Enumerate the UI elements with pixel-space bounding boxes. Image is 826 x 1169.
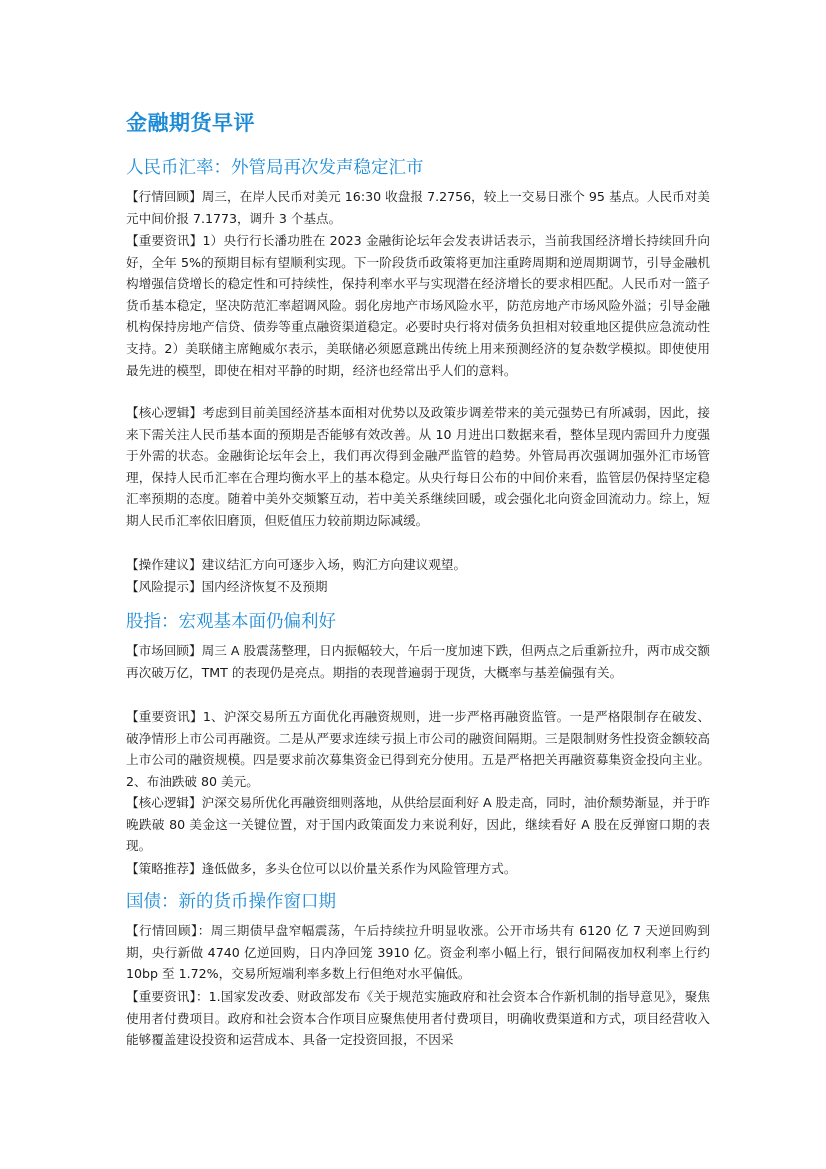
paragraph-tag: 【核心逻辑】 <box>126 405 203 420</box>
paragraph-tag: 【行情回顾】 <box>126 189 202 204</box>
paragraph-index-core-logic <box>126 792 710 857</box>
paragraph-tag: 【风险提示】 <box>126 579 202 594</box>
paragraph-rmb-market-review <box>126 186 710 229</box>
paragraph-text: ：周三期债早盘窄幅震荡，午后持续拉升明显收涨。公开市场共有 6120 亿 7 天逆回购到期，央行新做 4740 亿逆回购，日内净回笼 3910 亿。资金利率小幅上行，银行间隔夜加权利率上行约 10bp 至 1.72%，交易所短端利率多数上行但绝对水平偏低。 <box>126 923 710 982</box>
paragraph-text: 沪深交易所优化再融资细则落地，从供给层面利好 A 股走高，同时，油价颓势渐显，并于昨晚跌破 80 美金这一关键位置，对于国内政策面发力来说利好，因此，继续看好 A 股在反弹窗口期的表现。 <box>126 795 711 854</box>
paragraph-tag: 【市场回顾】 <box>126 643 202 658</box>
paragraph-rmb-key-news <box>126 230 710 381</box>
paragraph-index-key-news <box>126 706 710 792</box>
paragraph-tag: 【重要资讯】 <box>126 989 196 1004</box>
paragraph-text: 建议结汇方向可逐步入场，购汇方向建议观望。 <box>201 557 467 572</box>
paragraph-text: 考虑到目前美国经济基本面相对优势以及政策步调差带来的美元强势已有所减弱，因此，接来下需关注人民币基本面的预期是否能够有效改善。从 10 月进出口数据来看，整体呈现内需回升力度强于外需的状态。金融街论坛年会上，我们再次得到金融严监管的趋势。外管局再次强调加强外汇市场管理，保持人民币汇率在合理均衡水平上的基本稳定。从央行每日公布的中间价来看，监管层仍保持坚定稳汇率预期的态度。随着中美外交频繁互动，若中美关系继续回暖，或会强化北向资金回流动力。综上，短期人民币汇率依旧磨顶，但贬值压力较前期边际减缓。 <box>126 405 711 528</box>
paragraph-index-strategy <box>126 858 710 880</box>
paragraph-text: 周三 A 股震荡整理，日内振幅较大，午后一度加速下跌，但两点之后重新拉升，两市成交额再次破万亿，TMT 的表现仍是亮点。期指的表现普遍弱于现货，大概率与基差偏强有关。 <box>126 643 711 680</box>
paragraph-tag: 【重要资讯】 <box>126 709 203 724</box>
paragraph-text: 周三，在岸人民币对美元 16:30 收盘报 7.2756，较上一交易日涨个 95 基点。人民币对美元中间价报 7.1773，调升 3 个基点。 <box>126 189 710 226</box>
paragraph-tag: 【操作建议】 <box>126 557 202 572</box>
section-heading-treasury: 国债：新的货币操作窗口期 <box>126 892 336 912</box>
paragraph-treasury-key-news <box>126 986 710 1051</box>
paragraph-treasury-market-review <box>126 920 710 985</box>
paragraph-rmb-operation <box>126 554 710 576</box>
paragraph-text: 逢低做多，多头仓位可以以价量关系作为风险管理方式。 <box>201 861 517 876</box>
paragraph-text: ：1.国家发改委、财政部发布《关于规范实施政府和社会资本合作新机制的指导意见》，聚焦使用者付费项目。政府和社会资本合作项目应聚焦使用者付费项目，明确收费渠道和方式，项目经营收入能够覆盖建设投资和运营成本、具备一定投资回报，不因采 <box>126 989 710 1048</box>
paragraph-tag: 【行情回顾】 <box>126 923 198 938</box>
paragraph-tag: 【核心逻辑】 <box>126 795 202 810</box>
document-title: 金融期货早评 <box>126 111 255 135</box>
paragraph-text: 1）央行行长潘功胜在 2023 金融街论坛年会发表讲话表示，当前我国经济增长持续回升向好，全年 5%的预期目标有望顺利实现。下一阶段货币政策将更加注重跨周期和逆周期调节，引导金融机构增强信贷增长的稳定性和可持续性，保持利率水平与实现潜在经济增长的要求相匹配。人民币对一篮子货币基本稳定，坚决防范汇率超调风险。弱化房地产市场风险水平，防范房地产市场风险外溢；引导金融机构保持房地产信贷、债券等重点融资渠道稳定。必要时央行将对债务负担相对较重地区提供应急流动性支持。2）美联储主席鲍威尔表示，美联储必须愿意跳出传统上用来预测经济的复杂数学模拟。即使使用最先进的模型，即使在相对平静的时期，经济也经常出乎人们的意料。 <box>126 233 710 378</box>
paragraph-rmb-core-logic <box>126 402 710 532</box>
paragraph-rmb-risk <box>126 576 710 598</box>
paragraph-index-market-review <box>126 640 710 683</box>
paragraph-text: 国内经济恢复不及预期 <box>201 579 328 594</box>
section-heading-rmb: 人民币汇率：外管局再次发声稳定汇市 <box>126 158 424 178</box>
paragraph-text: 1、沪深交易所五方面优化再融资规则，进一步严格再融资监管。一是严格限制存在破发、破净情形上市公司再融资。二是从严要求连续亏损上市公司的融资间隔期。三是限制财务性投资金额较高上市公司的融资规模。四是要求前次募集资金已得到充分使用。五是严格把关再融资募集资金投向主业。2、布油跌破 80 美元。 <box>126 709 711 789</box>
paragraph-tag: 【重要资讯】 <box>126 233 203 248</box>
section-heading-stock-index: 股指：宏观基本面仍偏利好 <box>126 612 336 632</box>
paragraph-tag: 【策略推荐】 <box>126 861 202 876</box>
